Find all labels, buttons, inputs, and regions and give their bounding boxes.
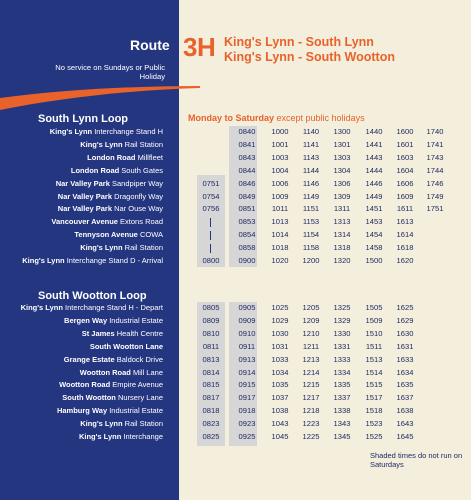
time-cell: 1018: [271, 243, 289, 253]
time-cell: 1518: [365, 406, 383, 416]
stop-location: Nar Ouse Way: [112, 204, 163, 214]
stop-name: King's Lynn: [49, 127, 93, 136]
stop-name: Nar Valley Park: [57, 191, 112, 201]
stop-location: Interchange Stand H - Depart: [62, 303, 163, 312]
time-cell: 1309: [333, 191, 351, 201]
stop-name: King's Lynn: [78, 432, 122, 441]
time-cell: 1218: [302, 406, 320, 416]
time-cell: 1320: [333, 256, 351, 265]
time-cell: 1033: [271, 354, 289, 364]
time-cell: 0754: [202, 191, 220, 201]
time-cell: 1025: [271, 303, 289, 312]
time-cell: 0844: [238, 165, 256, 175]
time-cell: 1013: [271, 217, 289, 227]
stop-location: Rail Station: [122, 139, 163, 149]
time-cell: 0925: [238, 432, 256, 441]
stop-name: King's Lynn: [80, 139, 123, 149]
time-cell: 1300: [333, 127, 351, 136]
stop-location: Industrial Estate: [107, 406, 163, 416]
time-cell: 1629: [396, 315, 414, 325]
time-cell: 1329: [333, 315, 351, 325]
no-stop-bar: [210, 218, 211, 227]
time-cell: 1158: [302, 243, 320, 253]
time-cell: 0756: [202, 204, 220, 214]
time-cell: 1638: [396, 406, 414, 416]
south_wootton-stop-7: [62, 393, 163, 402]
shaded-note: Shaded times do not run on Saturdays: [370, 451, 463, 469]
south_wootton-stop-3: [90, 342, 163, 351]
time-cell: 0841: [238, 139, 256, 149]
stop-location: Rail Station: [122, 243, 163, 253]
shade-first-journey-south-lynn: [197, 175, 225, 267]
time-cell: 1330: [333, 328, 351, 338]
time-cell: 1306: [333, 178, 351, 188]
time-cell: 1505: [365, 303, 383, 312]
time-cell: 1154: [302, 230, 320, 240]
time-cell: 1637: [396, 393, 414, 403]
time-cell: 1510: [365, 328, 383, 338]
time-cell: 1011: [271, 204, 289, 214]
time-cell: 1440: [365, 127, 383, 136]
time-cell: 0818: [202, 406, 220, 416]
stop-name: Wootton Road: [59, 380, 111, 390]
time-cell: 1001: [271, 139, 289, 149]
south_wootton-stop-0: [21, 303, 163, 312]
time-cell: 1446: [365, 178, 383, 188]
time-cell: 0909: [238, 315, 256, 325]
time-cell: 1500: [365, 256, 383, 265]
time-cell: 0825: [202, 432, 220, 441]
time-cell: 1217: [302, 393, 320, 403]
time-cell: 0814: [202, 367, 220, 377]
time-cell: 0811: [202, 341, 220, 351]
time-cell: 1313: [333, 217, 351, 227]
stop-name: Wootton Road: [79, 367, 131, 377]
time-cell: 0815: [202, 380, 220, 390]
south_lynn-stop-4: [56, 179, 163, 188]
stop-location: Empire Avenue: [110, 380, 163, 390]
days-suffix: except public holidays: [274, 113, 365, 123]
time-cell: 1029: [271, 315, 289, 325]
time-cell: 1749: [426, 191, 444, 201]
time-cell: 1515: [365, 380, 383, 390]
time-cell: 1301: [333, 139, 351, 149]
time-cell: 1751: [426, 204, 444, 214]
stop-name: Hamburg Way: [56, 406, 108, 416]
time-cell: 1618: [396, 243, 414, 253]
time-cell: 1000: [271, 127, 289, 136]
route-number: 3H: [183, 32, 216, 62]
time-cell: 0846: [238, 178, 256, 188]
time-cell: 0817: [202, 393, 220, 403]
time-cell: 1746: [426, 178, 444, 188]
time-cell: 0910: [238, 328, 256, 338]
time-cell: 1449: [365, 191, 383, 201]
stop-location: Millfleet: [135, 152, 163, 162]
time-cell: 1006: [271, 178, 289, 188]
time-cell: 0813: [202, 354, 220, 364]
time-cell: 1454: [365, 230, 383, 240]
time-cell: 1223: [302, 419, 320, 429]
south-lynn-title: South Lynn Loop: [38, 113, 129, 125]
time-cell: 0858: [238, 243, 256, 253]
time-cell: 0810: [202, 328, 220, 338]
stop-location: Baldock Drive: [114, 354, 163, 364]
days-main: Monday to Saturday: [188, 113, 275, 123]
route-label: Route: [130, 37, 170, 53]
time-cell: 1004: [271, 165, 289, 175]
time-cell: 1009: [271, 191, 289, 201]
south_wootton-stop-5: [80, 368, 163, 377]
time-cell: 1318: [333, 243, 351, 253]
time-cell: 1045: [271, 432, 289, 441]
time-cell: 1146: [302, 178, 320, 188]
time-cell: 1513: [365, 354, 383, 364]
stop-name: King's Lynn: [20, 303, 63, 312]
time-cell: 1205: [302, 303, 320, 312]
time-cell: 1209: [302, 315, 320, 325]
time-cell: 1614: [396, 230, 414, 240]
time-cell: 1633: [396, 354, 414, 364]
destination-1: King's Lynn - South Lynn: [224, 35, 374, 49]
time-cell: 0923: [238, 419, 256, 429]
stop-location: Industrial Estate: [107, 315, 163, 325]
time-cell: 1609: [396, 191, 414, 201]
time-cell: 1337: [333, 393, 351, 403]
time-cell: 1625: [396, 303, 414, 312]
time-cell: 1744: [426, 165, 444, 175]
time-cell: 1215: [302, 380, 320, 390]
time-cell: 1149: [302, 191, 320, 201]
time-cell: 1743: [426, 152, 444, 162]
time-cell: 1523: [365, 419, 383, 429]
time-cell: 1304: [333, 165, 351, 175]
south_wootton-stop-6: [59, 380, 163, 389]
stop-name: Bergen Way: [64, 315, 108, 325]
south_lynn-stop-7: [51, 217, 163, 226]
stop-name: South Wootton: [62, 393, 116, 403]
time-cell: 1200: [302, 256, 320, 265]
stop-name: King's Lynn: [80, 419, 123, 429]
stop-name: South Wootton Lane: [89, 341, 163, 351]
time-cell: 1453: [365, 217, 383, 227]
stop-name: London Road: [87, 152, 136, 162]
stop-name: Nar Valley Park: [55, 178, 110, 188]
time-cell: 1335: [333, 380, 351, 390]
time-cell: 1600: [396, 127, 414, 136]
time-cell: 1303: [333, 152, 351, 162]
time-cell: 0805: [202, 303, 220, 312]
time-cell: 1514: [365, 367, 383, 377]
south_wootton-stop-2: [82, 329, 163, 338]
time-cell: 1630: [396, 328, 414, 338]
south_wootton-stop-9: [80, 419, 163, 428]
south_lynn-stop-3: [71, 166, 163, 175]
south_lynn-stop-8: [74, 230, 163, 239]
time-cell: 1211: [302, 341, 320, 351]
time-cell: 1331: [333, 341, 351, 351]
time-cell: 0905: [238, 303, 256, 312]
time-cell: 0849: [238, 191, 256, 201]
time-cell: 0918: [238, 406, 256, 416]
time-cell: 1014: [271, 230, 289, 240]
time-cell: 0913: [238, 354, 256, 364]
time-cell: 1441: [365, 139, 383, 149]
south_lynn-stop-5: [58, 192, 163, 201]
time-cell: 1443: [365, 152, 383, 162]
stop-name: Grange Estate: [63, 354, 115, 364]
time-cell: 1509: [365, 315, 383, 325]
stop-name: King's Lynn: [22, 256, 65, 265]
south_wootton-stop-1: [64, 316, 163, 325]
time-cell: 1601: [396, 139, 414, 149]
south_lynn-stop-1: [80, 140, 163, 149]
time-cell: 1604: [396, 165, 414, 175]
days-of-operation: [188, 113, 365, 123]
time-cell: 1458: [365, 243, 383, 253]
time-cell: 1606: [396, 178, 414, 188]
time-cell: 0911: [238, 341, 256, 351]
south_wootton-stop-4: [64, 355, 163, 364]
orange-swoosh-graphic: [0, 84, 200, 114]
time-cell: 1511: [365, 341, 383, 351]
no-stop-bar: [210, 244, 211, 253]
time-cell: 1314: [333, 230, 351, 240]
time-cell: 1037: [271, 393, 289, 403]
time-cell: 0900: [238, 256, 256, 265]
time-cell: 1451: [365, 204, 383, 214]
time-cell: 1038: [271, 406, 289, 416]
time-cell: 1620: [396, 256, 414, 265]
time-cell: 0915: [238, 380, 256, 390]
time-cell: 1141: [302, 139, 320, 149]
time-cell: 1144: [302, 165, 320, 175]
south_lynn-stop-6: [58, 204, 163, 213]
stop-location: Dragonfly Way: [112, 191, 163, 201]
time-cell: 1343: [333, 419, 351, 429]
time-cell: 0751: [202, 178, 220, 188]
time-cell: 1631: [396, 341, 414, 351]
south_lynn-stop-10: [22, 256, 163, 265]
no-stop-bar: [210, 231, 211, 240]
stop-location: Mill Lane: [130, 367, 163, 377]
time-cell: 1151: [302, 204, 320, 214]
time-cell: 1214: [302, 367, 320, 377]
stop-location: Interchange: [121, 432, 163, 441]
time-cell: 0809: [202, 315, 220, 325]
time-cell: 1003: [271, 152, 289, 162]
time-cell: 0840: [238, 127, 256, 136]
time-cell: 1603: [396, 152, 414, 162]
stop-location: South Gates: [119, 165, 163, 175]
stop-location: COWA: [137, 230, 163, 240]
time-cell: 1613: [396, 217, 414, 227]
time-cell: 1035: [271, 380, 289, 390]
time-cell: 1444: [365, 165, 383, 175]
time-cell: 1741: [426, 139, 444, 149]
stop-location: Interchange Stand D - Arrival: [64, 256, 163, 265]
south-wootton-title: South Wootton Loop: [38, 290, 147, 302]
stop-name: London Road: [70, 165, 120, 175]
stop-name: King's Lynn: [80, 243, 123, 253]
stop-location: Extons Road: [117, 217, 163, 227]
time-cell: 1517: [365, 393, 383, 403]
stop-location: Interchange Stand H: [92, 127, 163, 136]
stop-name: Nar Valley Park: [57, 204, 113, 214]
time-cell: 1525: [365, 432, 383, 441]
stop-location: Sandpiper Way: [109, 178, 163, 188]
time-cell: 1345: [333, 432, 351, 441]
time-cell: 1210: [302, 328, 320, 338]
time-cell: 1043: [271, 419, 289, 429]
time-cell: 1030: [271, 328, 289, 338]
time-cell: 1643: [396, 419, 414, 429]
stop-location: Rail Station: [122, 419, 163, 429]
no-service-note: No service on Sundays or Public Holiday: [55, 63, 165, 81]
time-cell: 0917: [238, 393, 256, 403]
south_lynn-stop-9: [80, 243, 163, 252]
time-cell: 1611: [396, 204, 414, 214]
time-cell: 1213: [302, 354, 320, 364]
time-cell: 1634: [396, 367, 414, 377]
time-cell: 0853: [238, 217, 256, 227]
stop-location: Nursery Lane: [115, 393, 163, 403]
time-cell: 0851: [238, 204, 256, 214]
time-cell: 1143: [302, 152, 320, 162]
time-cell: 0843: [238, 152, 256, 162]
time-cell: 1153: [302, 217, 320, 227]
stop-name: Tennyson Avenue: [74, 230, 138, 240]
stop-name: St James: [81, 328, 115, 338]
stop-name: Vancouver Avenue: [51, 217, 118, 227]
time-cell: 1311: [333, 204, 351, 214]
time-cell: 1338: [333, 406, 351, 416]
south_lynn-stop-2: [87, 153, 163, 162]
time-cell: 1020: [271, 256, 289, 265]
time-cell: 1334: [333, 367, 351, 377]
destination-2: King's Lynn - South Wootton: [224, 50, 395, 64]
time-cell: 1740: [426, 127, 444, 136]
time-cell: 1635: [396, 380, 414, 390]
south_wootton-stop-8: [57, 406, 163, 415]
time-cell: 0823: [202, 419, 220, 429]
south_lynn-stop-0: [50, 127, 163, 136]
time-cell: 1225: [302, 432, 320, 441]
time-cell: 1645: [396, 432, 414, 441]
stop-location: Health Centre: [114, 328, 163, 338]
time-cell: 0854: [238, 230, 256, 240]
time-cell: 0914: [238, 367, 256, 377]
time-cell: 1325: [333, 303, 351, 312]
time-cell: 1034: [271, 367, 289, 377]
time-cell: 1031: [271, 341, 289, 351]
time-cell: 1140: [302, 127, 320, 136]
time-cell: 0800: [202, 256, 220, 265]
south_wootton-stop-10: [79, 432, 163, 441]
time-cell: 1333: [333, 354, 351, 364]
